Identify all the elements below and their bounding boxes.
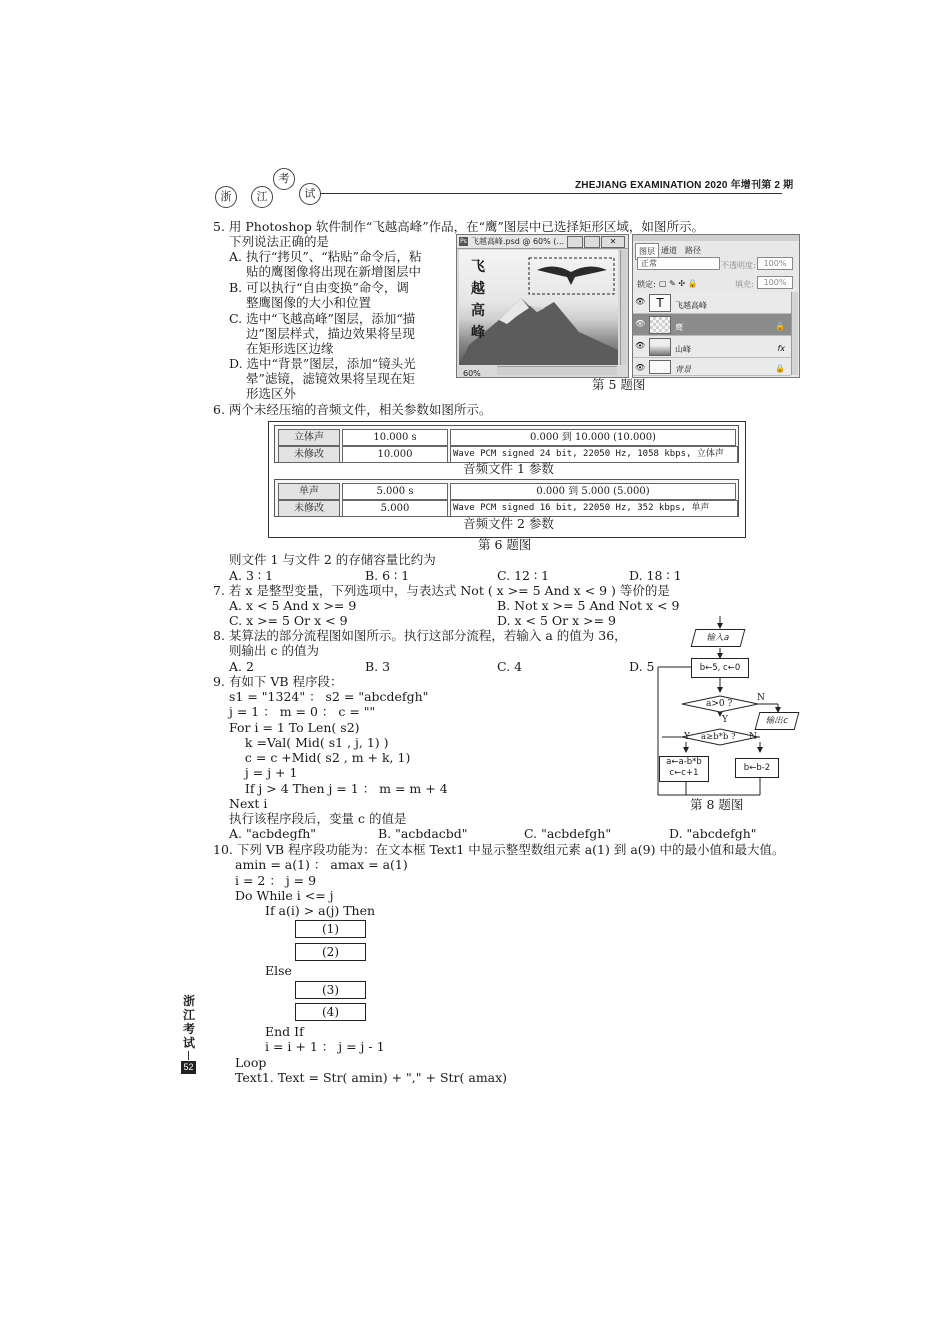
blank-4[interactable]: (4) (295, 1003, 366, 1021)
fx-icon: fx (777, 344, 785, 353)
q5-option-b-cont: 整鹰图像的大小和位置 (246, 295, 372, 310)
q9-code-line: Next i (229, 796, 268, 811)
audio-file-1-table (274, 425, 739, 463)
q9-question: 执行该程序段后，变量 c 的值是 (229, 811, 407, 826)
q10-code-line: Loop (235, 1055, 267, 1070)
q7-option-a: A. x < 5 And x >= 9 (229, 598, 357, 613)
layer-name: 背景 (675, 365, 691, 374)
q5-option-d: D. 选中“背景”图层，添加“镜头光 (229, 356, 416, 371)
q6-caption: 第 6 题图 (478, 537, 532, 552)
fill-label: 填充: (735, 280, 754, 289)
layer-name: 山峰 (675, 345, 691, 354)
horizontal-scrollbar[interactable] (497, 366, 617, 375)
photoshop-document-window (456, 234, 629, 378)
status-cell: 未修改 (278, 446, 340, 463)
q9-code-line: j = 1 ： m = 0 ： c = "" (229, 704, 376, 719)
q6-option-b: B. 6 ∶ 1 (365, 568, 410, 583)
ps-window-title: 飞越高峰.psd @ 60% (... (457, 235, 628, 249)
layer-thumbnail (649, 316, 671, 334)
q9-code-line: s1 = "1324" ： s2 = "abcdefgh" (229, 689, 429, 704)
eye-icon[interactable]: 👁 (635, 363, 646, 372)
blank-3[interactable]: (3) (295, 981, 366, 999)
q10-code-line: If a(i) > a(j) Then (265, 903, 376, 918)
lock-icon: 🔒 (775, 322, 785, 331)
q9-code-line: c = c +Mid( s2 , m + k, 1) (229, 750, 411, 765)
q5-option-c: C. 选中“飞越高峰”图层，添加“描 (229, 311, 416, 326)
q5-caption: 第 5 题图 (592, 377, 646, 392)
flow-input: 输入a (691, 629, 746, 647)
q9-code-line: j = j + 1 (229, 765, 298, 780)
tab-layers[interactable]: 图层 (635, 243, 659, 260)
q5-option-b: B. 可以执行“自由变换”命令，调 (229, 280, 409, 295)
side-char: 江 (183, 1008, 196, 1022)
q9-code-line: If j > 4 Then j = 1 ： m = m + 4 (229, 781, 448, 796)
format-cell: Wave PCM signed 24 bit, 22050 Hz, 1058 kbps, 立体声 (450, 446, 738, 463)
q9-option-a: A. "acbdegfh" (229, 826, 317, 841)
q5-option-a-cont: 贴的鹰图像将出现在新增图层中 (246, 264, 422, 279)
duration-cell: 5.000 s (342, 483, 448, 500)
status-cell: 未修改 (278, 500, 340, 517)
logo-char: 江 (251, 186, 273, 208)
length-cell: 5.000 (342, 500, 448, 517)
flow-cond-a: a>0 ? (706, 699, 733, 709)
layer-row[interactable] (633, 358, 791, 376)
flow-y-label-2: Y (684, 732, 690, 742)
layer-name: 鹰 (675, 323, 683, 332)
close-button[interactable]: ✕ (601, 236, 625, 248)
blank-2[interactable]: (2) (295, 943, 366, 961)
canvas-title-char: 高 (471, 303, 485, 319)
q5-option-a: A. 执行“拷贝”、“粘贴”命令后，粘 (229, 249, 422, 264)
logo-char: 考 (273, 168, 295, 190)
layer-row-selected[interactable] (633, 314, 791, 336)
q10-code-line: i = i + 1 ： j = j - 1 (265, 1039, 385, 1054)
flow-y-label: Y (722, 715, 728, 725)
q7-option-d: D. x < 5 Or x >= 9 (497, 613, 617, 628)
side-char: 试 (183, 1036, 196, 1050)
q8-option-b: B. 3 (365, 659, 391, 674)
q9-code-line: k =Val( Mid( s1 , j, 1) ) (229, 735, 389, 750)
q5-option-d-cont2: 形选区外 (246, 386, 297, 401)
eye-icon[interactable]: 👁 (635, 341, 646, 350)
flow-no-box: b←b-2 (735, 758, 779, 778)
blend-mode-select[interactable]: 正常 (637, 257, 720, 270)
ps-app-icon: Ps (460, 238, 467, 245)
q10-code-line: End If (265, 1024, 304, 1039)
lock-icon: 🔒 (775, 364, 785, 373)
opacity-input[interactable]: 100% (757, 257, 793, 270)
flow-n-label: N (757, 693, 765, 703)
side-char: 考 (183, 1022, 196, 1036)
flow-yes-line-1: a←a-b*b (666, 757, 702, 767)
minimize-button[interactable] (567, 236, 583, 248)
maximize-button[interactable] (584, 236, 600, 248)
layers-scrollbar[interactable] (791, 292, 798, 375)
q10-stem: 10. 下列 VB 程序段功能为：在文本框 Text1 中显示整型数组元素 a(1) 到 a(9) 中的最小值和最大值。 (213, 842, 785, 857)
tab-channels[interactable]: 通道 (661, 246, 677, 255)
canvas-title-char: 峰 (471, 325, 485, 341)
header-journal: ZHEJIANG EXAMINATION 2020 年增刊第 2 期 (575, 180, 794, 191)
ps-canvas[interactable] (459, 250, 618, 365)
flow-n-label-2: N (749, 732, 757, 742)
audio-file-1-label: 音频文件 1 参数 (463, 461, 554, 476)
flow-yes-box (659, 756, 709, 782)
q6-option-a: A. 3 ∶ 1 (229, 568, 274, 583)
page-number: 52 (181, 1061, 196, 1074)
q6-option-d: D. 18 ∶ 1 (629, 568, 682, 583)
range-cell: 0.000 到 5.000 (5.000) (450, 483, 736, 500)
q5-stem-2: 下列说法正确的是 (229, 234, 330, 249)
q10-else: Else (265, 963, 292, 978)
q6-option-c: C. 12 ∶ 1 (497, 568, 550, 583)
flow-yes-line-2: c←c+1 (669, 768, 699, 778)
audio-file-2-label: 音频文件 2 参数 (463, 516, 554, 531)
q7-option-b: B. Not x >= 5 And Not x < 9 (497, 598, 680, 613)
q8-option-c: C. 4 (497, 659, 523, 674)
q5-option-c-cont2: 在矩形选区边缘 (246, 341, 334, 356)
q9-code-line: For i = 1 To Len( s2) (229, 720, 360, 735)
layers-panel (632, 234, 800, 378)
flow-cond-b: a≥b*b ? (701, 732, 736, 742)
canvas-title-char: 飞 (471, 259, 485, 275)
panel-top-bar (633, 235, 799, 241)
channel-cell: 立体声 (278, 429, 340, 446)
q9-option-b: B. "acbdacbd" (378, 826, 468, 841)
side-divider (188, 1051, 189, 1060)
q9-stem: 9. 有如下 VB 程序段： (213, 674, 343, 689)
opacity-label: 不透明度: (721, 261, 756, 270)
q10-code-line: Do While i <= j (235, 888, 334, 903)
audio-file-2-table (274, 479, 739, 517)
q9-option-d: D. "abcdefgh" (669, 826, 757, 841)
tab-paths[interactable]: 路径 (685, 246, 701, 255)
layer-thumbnail (649, 360, 671, 374)
range-cell: 0.000 到 10.000 (10.000) (450, 429, 736, 446)
q6-stem: 6. 两个未经压缩的音频文件，相关参数如图所示。 (213, 402, 492, 417)
q5-option-d-cont: 晕”滤镜，滤镜效果将呈现在矩 (246, 371, 415, 386)
flow-output: 输出c (755, 712, 800, 730)
q7-stem: 7. 若 x 是整型变量，下列选项中，与表达式 Not ( x >= 5 And x < 9 ) 等价的是 (213, 583, 670, 598)
layer-thumbnail: T (649, 294, 671, 312)
flow-init: b←5, c←0 (691, 658, 749, 678)
q5-stem: 5. 用 Photoshop 软件制作“飞越高峰”作品，在“鹰”图层中已选择矩形区域，如图所示。 (213, 219, 704, 234)
q8-option-d: D. 5 (629, 659, 655, 674)
eye-icon[interactable]: 👁 (635, 319, 646, 328)
q8-stem: 8. 某算法的部分流程图如图所示。执行这部分流程，若输入 a 的值为 36， (213, 628, 627, 643)
side-char: 浙 (183, 994, 196, 1008)
format-cell: Wave PCM signed 16 bit, 22050 Hz, 352 kbps, 单声 (450, 500, 738, 517)
eye-icon[interactable]: 👁 (635, 297, 646, 306)
q8-option-a: A. 2 (229, 659, 254, 674)
q9-option-c: C. "acbdefgh" (524, 826, 612, 841)
zoom-level[interactable]: 60% (463, 369, 481, 378)
layer-row[interactable] (633, 292, 791, 314)
layer-thumbnail (649, 338, 671, 356)
canvas-title-char: 越 (471, 281, 485, 297)
q8-stem-2: 则输出 c 的值为 (229, 643, 319, 658)
lock-label: 锁定: (637, 280, 656, 289)
fill-input[interactable]: 100% (757, 276, 793, 289)
q10-code-line: amin = a(1) ： amax = a(1) (235, 857, 408, 872)
length-cell: 10.000 (342, 446, 448, 463)
q10-code-line: i = 2 ： j = 9 (235, 873, 317, 888)
header-rule (320, 193, 782, 194)
q5-option-c-cont: 边”图层样式，描边效果将呈现 (246, 326, 415, 341)
blank-1[interactable]: (1) (295, 920, 366, 938)
lock-icons[interactable]: ▢ ✎ ✣ 🔒 (659, 279, 698, 288)
duration-cell: 10.000 s (342, 429, 448, 446)
layer-name: 飞越高峰 (675, 301, 707, 310)
logo-char: 试 (299, 183, 321, 205)
q10-code-line: Text1. Text = Str( amin) + "," + Str( amax) (235, 1070, 508, 1085)
channel-cell: 单声 (278, 483, 340, 500)
eagle-icon (537, 266, 607, 285)
logo-char: 浙 (215, 186, 237, 208)
q6-question: 则文件 1 与文件 2 的存储容量比约为 (229, 552, 436, 567)
layer-row[interactable] (633, 336, 791, 358)
q7-option-c: C. x >= 5 Or x < 9 (229, 613, 348, 628)
vertical-scrollbar[interactable] (620, 250, 627, 365)
q8-caption: 第 8 题图 (690, 797, 744, 812)
